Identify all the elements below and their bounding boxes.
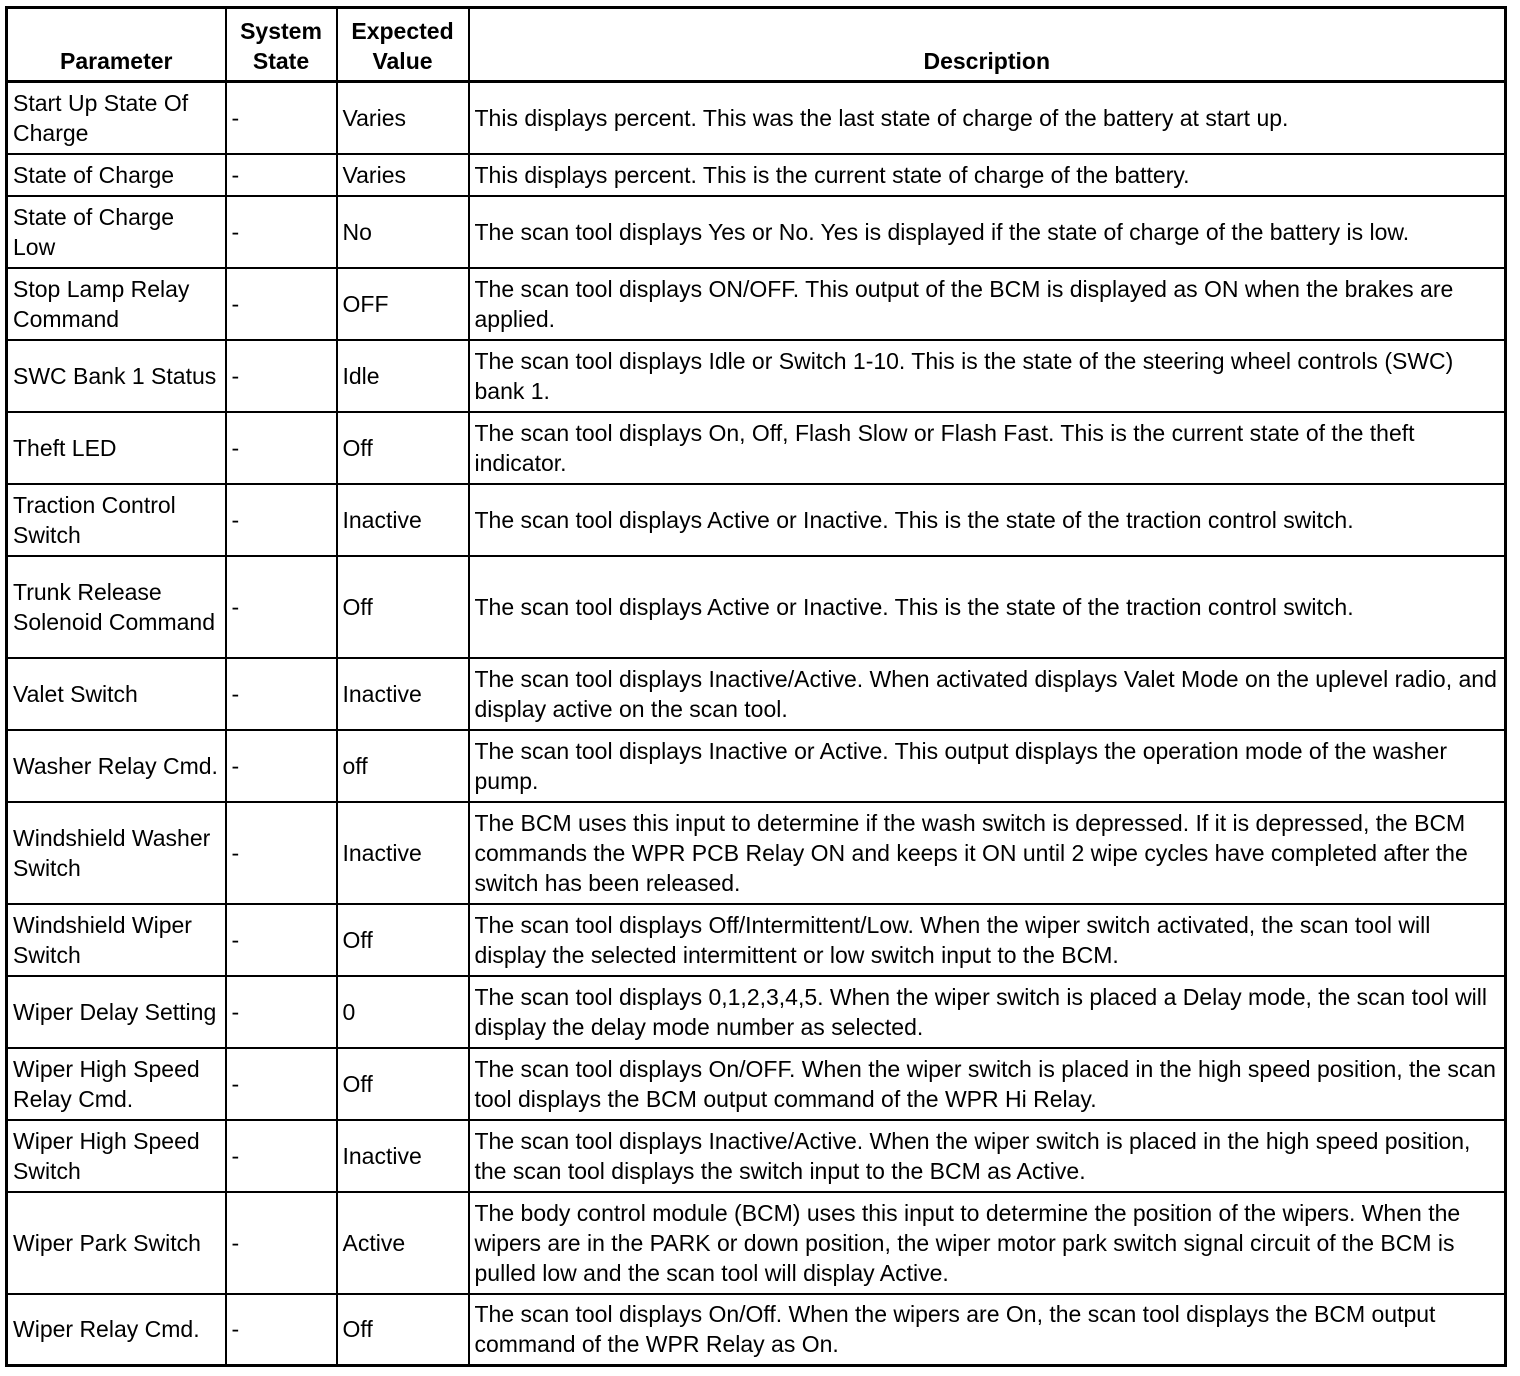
expected-value-cell: OFF <box>337 268 469 340</box>
expected-value-cell: Active <box>337 1192 469 1294</box>
system-state-cell: - <box>226 556 337 658</box>
table-row <box>7 802 1506 904</box>
description-cell: The scan tool displays Inactive/Active. When activated displays Valet Mode on the uplevel radio, and display active on the scan tool. <box>469 658 1506 730</box>
header-description: Description <box>469 8 1506 82</box>
expected-value-cell: 0 <box>337 976 469 1048</box>
parameter-cell: Theft LED <box>7 412 226 484</box>
table-row <box>7 1048 1506 1120</box>
expected-value-cell: No <box>337 196 469 268</box>
description-cell: The scan tool displays Inactive or Active. This output displays the operation mode of the washer pump. <box>469 730 1506 802</box>
table-row <box>7 268 1506 340</box>
system-state-cell: - <box>226 268 337 340</box>
expected-value-cell: Varies <box>337 82 469 154</box>
system-state-cell: - <box>226 82 337 154</box>
system-state-cell: - <box>226 1048 337 1120</box>
expected-value-cell: off <box>337 730 469 802</box>
expected-value-cell: Inactive <box>337 658 469 730</box>
parameter-cell: State of Charge Low <box>7 196 226 268</box>
expected-value-cell: Off <box>337 1294 469 1366</box>
parameter-cell: Wiper Relay Cmd. <box>7 1294 226 1366</box>
parameter-table <box>5 6 1507 1367</box>
system-state-cell: - <box>226 1192 337 1294</box>
table-row <box>7 412 1506 484</box>
system-state-cell: - <box>226 976 337 1048</box>
expected-value-cell: Off <box>337 556 469 658</box>
parameter-cell: Start Up State Of Charge <box>7 82 226 154</box>
system-state-cell: - <box>226 340 337 412</box>
table-row <box>7 196 1506 268</box>
description-cell: The scan tool displays Active or Inactive. This is the state of the traction control switch. <box>469 484 1506 556</box>
expected-value-cell: Off <box>337 904 469 976</box>
system-state-cell: - <box>226 1294 337 1366</box>
expected-value-cell: Varies <box>337 154 469 196</box>
header-row <box>7 8 1506 82</box>
parameter-cell: Windshield Washer Switch <box>7 802 226 904</box>
system-state-cell: - <box>226 412 337 484</box>
system-state-cell: - <box>226 730 337 802</box>
description-cell: The scan tool displays 0,1,2,3,4,5. When the wiper switch is placed a Delay mode, the scan tool will display the delay mode number as selected. <box>469 976 1506 1048</box>
table-row <box>7 484 1506 556</box>
parameter-cell: Traction Control Switch <box>7 484 226 556</box>
parameter-cell: Washer Relay Cmd. <box>7 730 226 802</box>
parameter-cell: Wiper Delay Setting <box>7 976 226 1048</box>
description-cell: The scan tool displays Yes or No. Yes is displayed if the state of charge of the battery is low. <box>469 196 1506 268</box>
parameter-cell: Valet Switch <box>7 658 226 730</box>
expected-value-cell: Inactive <box>337 484 469 556</box>
parameter-cell: Windshield Wiper Switch <box>7 904 226 976</box>
table-row <box>7 154 1506 196</box>
parameter-cell: State of Charge <box>7 154 226 196</box>
parameter-cell: Wiper High Speed Switch <box>7 1120 226 1192</box>
table-row <box>7 556 1506 658</box>
system-state-cell: - <box>226 802 337 904</box>
table-row <box>7 1294 1506 1366</box>
parameter-cell: SWC Bank 1 Status <box>7 340 226 412</box>
table-row <box>7 730 1506 802</box>
expected-value-cell: Inactive <box>337 1120 469 1192</box>
description-cell: The scan tool displays Inactive/Active. When the wiper switch is placed in the high speed position, the scan tool displays the switch input to the BCM as Active. <box>469 1120 1506 1192</box>
system-state-cell: - <box>226 196 337 268</box>
description-cell: The scan tool displays Idle or Switch 1-10. This is the state of the steering wheel controls (SWC) bank 1. <box>469 340 1506 412</box>
header-parameter: Parameter <box>7 8 226 82</box>
table-row <box>7 340 1506 412</box>
expected-value-cell: Idle <box>337 340 469 412</box>
table-row <box>7 976 1506 1048</box>
table-row <box>7 904 1506 976</box>
description-cell: The scan tool displays Off/Intermittent/Low. When the wiper switch activated, the scan tool will display the selected intermittent or low switch input to the BCM. <box>469 904 1506 976</box>
table-row <box>7 82 1506 154</box>
system-state-cell: - <box>226 658 337 730</box>
expected-value-cell: Inactive <box>337 802 469 904</box>
system-state-cell: - <box>226 154 337 196</box>
description-cell: The scan tool displays ON/OFF. This output of the BCM is displayed as ON when the brakes are applied. <box>469 268 1506 340</box>
description-cell: This displays percent. This is the current state of charge of the battery. <box>469 154 1506 196</box>
description-cell: The scan tool displays On/OFF. When the wiper switch is placed in the high speed position, the scan tool displays the BCM output command of the WPR Hi Relay. <box>469 1048 1506 1120</box>
expected-value-cell: Off <box>337 1048 469 1120</box>
system-state-cell: - <box>226 484 337 556</box>
description-cell: The scan tool displays On/Off. When the wipers are On, the scan tool displays the BCM output command of the WPR Relay as On. <box>469 1294 1506 1366</box>
description-cell: The BCM uses this input to determine if the wash switch is depressed. If it is depressed, the BCM commands the WPR PCB Relay ON and keeps it ON until 2 wipe cycles have completed after the switch has been released. <box>469 802 1506 904</box>
description-cell: The scan tool displays Active or Inactive. This is the state of the traction control switch. <box>469 556 1506 658</box>
parameter-cell: Wiper Park Switch <box>7 1192 226 1294</box>
description-cell: This displays percent. This was the last state of charge of the battery at start up. <box>469 82 1506 154</box>
parameter-cell: Stop Lamp Relay Command <box>7 268 226 340</box>
parameter-cell: Wiper High Speed Relay Cmd. <box>7 1048 226 1120</box>
description-cell: The scan tool displays On, Off, Flash Slow or Flash Fast. This is the current state of the theft indicator. <box>469 412 1506 484</box>
description-cell: The body control module (BCM) uses this input to determine the position of the wipers. When the wipers are in the PARK or down position, the wiper motor park switch signal circuit of the BCM is pulled low and the scan tool will display Active. <box>469 1192 1506 1294</box>
system-state-cell: - <box>226 1120 337 1192</box>
header-system-state: System State <box>226 8 337 82</box>
table-row <box>7 1192 1506 1294</box>
header-expected-value: Expected Value <box>337 8 469 82</box>
table-row <box>7 658 1506 730</box>
expected-value-cell: Off <box>337 412 469 484</box>
parameter-cell: Trunk Release Solenoid Command <box>7 556 226 658</box>
table-row <box>7 1120 1506 1192</box>
system-state-cell: - <box>226 904 337 976</box>
